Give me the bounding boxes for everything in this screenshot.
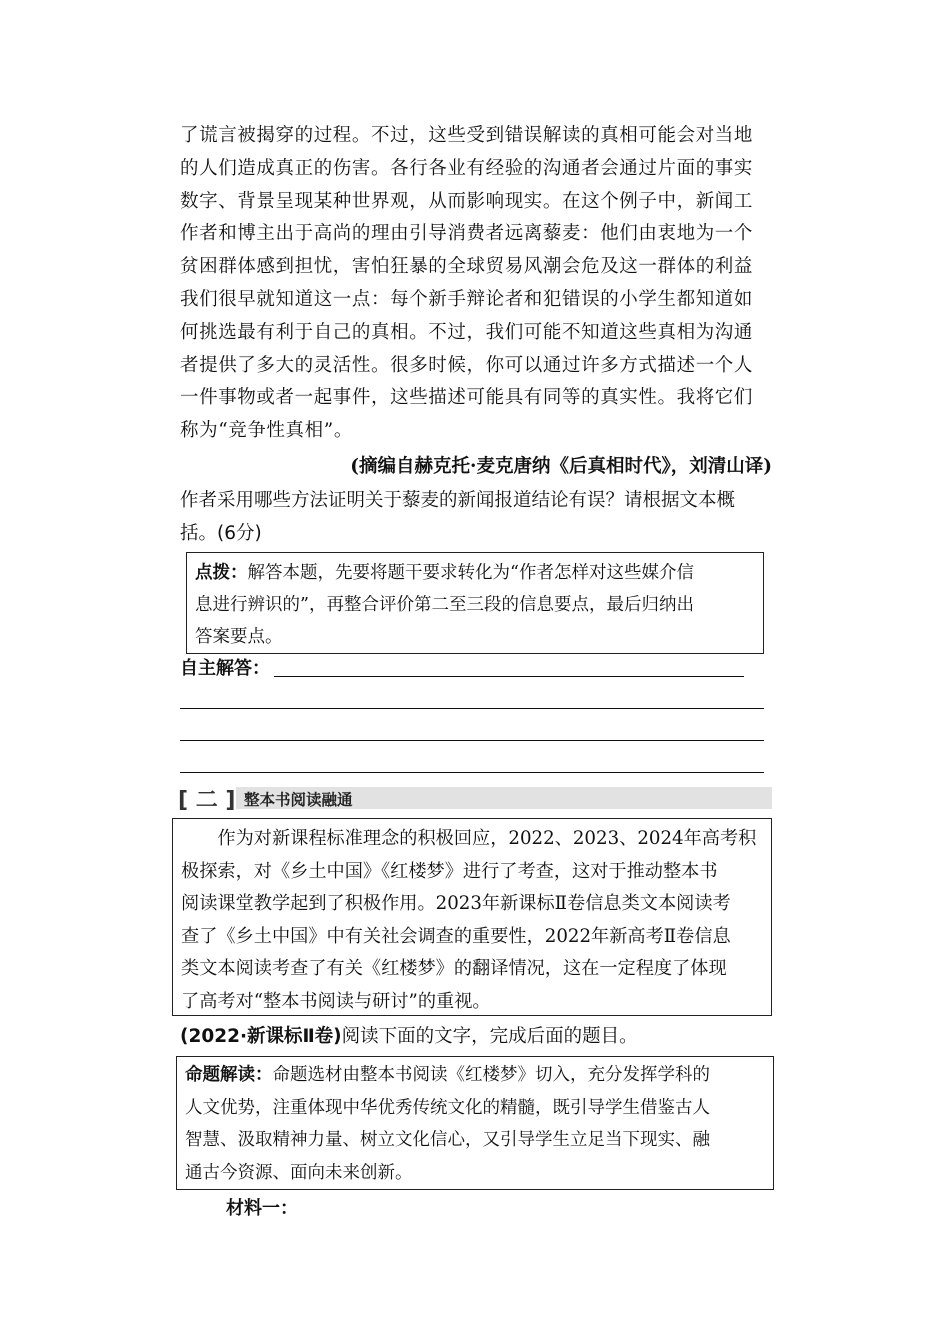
answer-line[interactable]	[180, 740, 764, 741]
section-heading	[178, 786, 772, 813]
intro-line: 类文本阅读考查了有关《红楼梦》的翻译情况，这在一定程度了体现	[181, 958, 727, 980]
interpretation-line: 命题解读：命题选材由整本书阅读《红楼梦》切入，充分发挥学科的	[185, 1065, 710, 1085]
exam-source-tag: (2022·新课标Ⅱ卷)	[180, 1026, 342, 1047]
intro-line: 阅读课堂教学起到了积极作用。2023年新课标Ⅱ卷信息类文本阅读考	[181, 893, 731, 915]
passage-line: 何挑选最有利于自己的真相。不过，我们可能不知道这些真相为沟通	[180, 321, 754, 343]
passage-line: 作者和博主出于高尚的理由引导消费者远离藜麦：他们由衷地为一个	[180, 223, 754, 245]
intro-line: 极探索，对《乡土中国》《红楼梦》进行了考查，这对于推动整本书	[181, 860, 718, 882]
question-line: 作者采用哪些方法证明关于藜麦的新闻报道结论有误？请根据文本概	[180, 490, 736, 511]
interpretation-line: 智慧、汲取精神力量、树立文化信心，又引导学生立足当下现实、融	[185, 1130, 710, 1150]
passage-line: 一件事物或者一起事件，这些描述可能具有同等的真实性。我将它们	[180, 387, 754, 409]
material-label: 材料一：	[226, 1198, 298, 1219]
passage-text	[180, 120, 772, 448]
hint-label: 点拨：	[195, 563, 248, 583]
answer-label: 自主解答：	[180, 658, 270, 679]
passage-line: 的人们造成真正的伤害。各行各业有经验的沟通者会通过片面的事实	[180, 157, 754, 179]
exam-source-text: 阅读下面的文字，完成后面的题目。	[341, 1026, 638, 1047]
hint-line: 答案要点。	[195, 627, 283, 647]
section-number: [ 二 ]	[178, 788, 236, 813]
interpretation-label: 命题解读：	[185, 1065, 273, 1085]
passage-source: (摘编自赫克托·麦克唐纳《后真相时代》，刘清山译)	[350, 456, 772, 477]
passage-line: 称为“竞争性真相”。	[180, 420, 353, 442]
hint-line: 息进行辨识的”，再整合评价第二至三段的信息要点，最后归纳出	[195, 595, 694, 615]
answer-line[interactable]	[180, 772, 764, 773]
passage-line: 我们很早就知道这一点：每个新手辩论者和犯错误的小学生都知道如	[180, 288, 754, 310]
passage-line: 贫困群体感到担忧，害怕狂暴的全球贸易风潮会危及这一群体的利益	[180, 256, 754, 278]
intro-line: 作为对新课程标准理念的积极回应，2022、2023、2024年高考积	[217, 828, 757, 849]
section-title: 整本书阅读融通	[244, 791, 353, 809]
hint-line: 点拨：解答本题，先要将题干要求转化为“作者怎样对这些媒介信	[195, 563, 694, 583]
interpretation-line: 通古今资源、面向未来创新。	[185, 1162, 413, 1183]
answer-line[interactable]	[180, 708, 764, 709]
question	[180, 484, 772, 550]
hint-box	[186, 552, 764, 654]
interpretation-box	[176, 1056, 774, 1190]
passage-line: 数字、背景呈现某种世界观，从而影响现实。在这个例子中，新闻工	[180, 190, 754, 212]
interpretation-line: 人文优势，注重体现中华优秀传统文化的精髓，既引导学生借鉴古人	[185, 1097, 710, 1118]
answer-line[interactable]	[274, 676, 744, 677]
passage-line: 了谎言被揭穿的过程。不过，这些受到错误解读的真相可能会对当地	[180, 125, 754, 146]
intro-line: 查了《乡土中国》中有关社会调查的重要性，2022年新高考Ⅱ卷信息	[181, 925, 731, 947]
passage-line: 者提供了多大的灵活性。很多时候，你可以通过许多方式描述一个人	[180, 354, 754, 376]
intro-box	[172, 818, 772, 1016]
question-line: 括。(6分)	[180, 523, 262, 544]
intro-line: 了高考对“整本书阅读与研讨”的重视。	[181, 990, 491, 1012]
exam-source	[180, 1022, 638, 1048]
